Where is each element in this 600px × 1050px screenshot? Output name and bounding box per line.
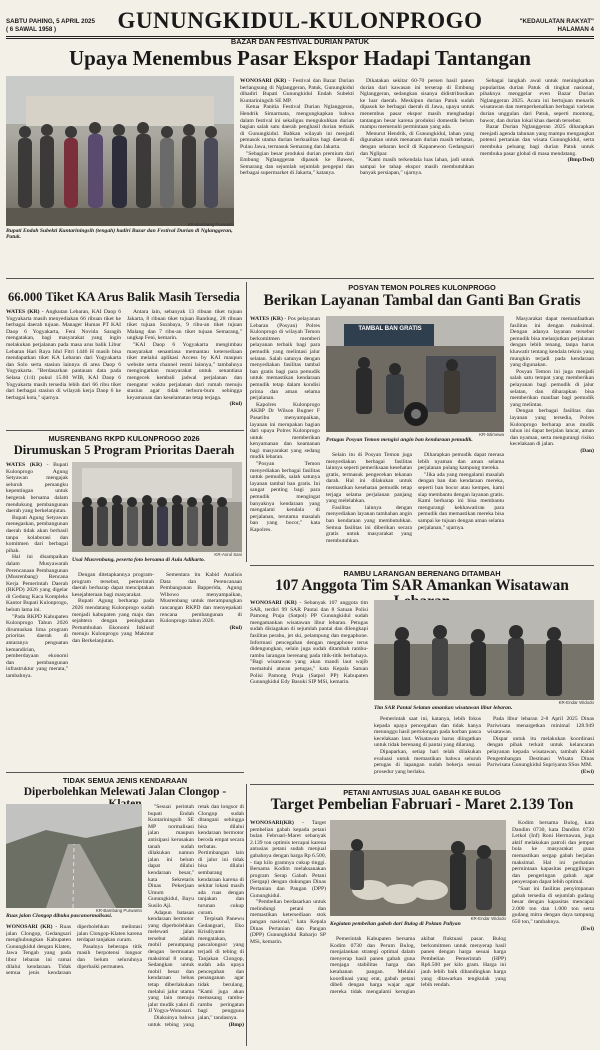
body-paragraph: "Posyan Temon menyediakan berbagai fasilitas untuk pemudik, salah satunya layanan tambal ban gratis. Ini sangat penting bagi para pemudik mengingat banyaknya kendaraan yang mengalami kendala di perjalanan, terutama masalah ban yang bocor," kata Kapolres. xyxy=(250,461,320,533)
musrenbang-body-col2 xyxy=(72,572,242,768)
musrenbang-headline: Dirumuskan 5 Program Prioritas Daerah xyxy=(13,443,235,457)
tambal-dateline: WATES (KR) xyxy=(250,316,283,322)
body-paragraph: Bazar Durian Nglanggeran 2025 diharapkan menjadi agenda tahunan yang mampu mengangkat potensi pertanian dan wisata Gunungkidul, serta membuka peluang bagi durian Patuk untuk membuka pasar global di masa mendatang. xyxy=(480,124,594,157)
tambal-signoff: (Dan) xyxy=(580,447,594,454)
tambal-body-col3 xyxy=(510,316,594,562)
body-paragraph: Dengan berbagai fasilitas dan layanan yang tersedia, Polres Kulonprogo berharap arus mudik tahun ini dapat berjalan lancar, aman dan nyaman, serta mengurangi risiko kecelakaan di jalan. xyxy=(510,408,594,448)
musrenbang-photo xyxy=(72,462,242,552)
body-paragraph: Posyan Temon ini juga menjadi salah satu tempat yang memberikan pelayanan bagi pemudik di jalur selatan, dan diharapkan bisa memberikan manfaat bagi pemudik yang melintas. xyxy=(510,368,594,408)
divider xyxy=(250,565,594,566)
column-rule xyxy=(246,784,247,1046)
clongop-kicker: TIDAK SEMUA JENIS KENDARAAN xyxy=(62,776,188,785)
body-paragraph: Dikatakan sekitar 60-70 persen hasil panen durian dari kawasan ini terserap di Embung Nglanggeran, sedangkan sisanya didistribusikan ke luar daerah. Meskipun durian Patuk sudah dipasok ke berbagai daerah di Jawa, upaya untuk menembus pasar ekspor masih menghadapi tantangan besar karena produksi domestik belum mampu memenuhi permintaan yang ada. xyxy=(360,78,474,131)
gabah-photo xyxy=(330,820,506,916)
sar-dateline: WONOSARI (KR) xyxy=(250,600,297,606)
tambal-kicker: POSYAN TEMON POLRES KULONPROGO xyxy=(348,283,496,292)
body-paragraph: Selain itu di Posyan Temon juga menyediakan berbagai fasilitas lainnya seperti pemeriksaan kesehatan gratis, termasuk pengecekan tekanan darah. Hal ini dilakukan untuk memastikan kesehatan pemudik tetap terjaga selama perjalanan panjang yang melelahkan. xyxy=(326,452,412,505)
divider xyxy=(6,278,594,279)
body-paragraph: "Kami masih terkendala luas lahan, jadi untuk sampai ke tahap ekspor masih membutuhkan banyak persiapan," ujarnya. xyxy=(360,157,474,177)
body-paragraph: Antara lain, sebanyak 13 ribuan tiket tujuan Jakarta, 8 ribuan tiket tujuan Bandung, 28 ribuan tiket tujuan Surabaya, 9 ribu-an tiket tujuan Malang dan 7 ribu-an tiket tujuan Semarang," ungkap Feni, kemarin. xyxy=(127,309,242,342)
body-paragraph: Pemerintah Kabupaten bersama Kodim 0730 dan Perum Bulog, menjalankan strategi optimal dalam menyerap hasil panen gabah guna menjaga stabilitas harga dan ketahanan pangan. Melalui koordinasi yang erat, gabah petani dibeli dengan harga wajar agar mereka tidak mengalami kerugian akibat fluktuasi pasar. Bulog berkomitmen untuk menyerap hasil panen dengan harga sesuai harga Pembelian Pemerintah (HPP) Rp6.500 per kilo gram. Harga ini jauh lebih baik dibandingkan harga yang ditawarkan tengkulak yang lebih rendah. xyxy=(330,936,506,995)
clongop-signoff: (Bmp) xyxy=(228,1021,244,1028)
section-title: GUNUNGKIDUL-KULONPROGO xyxy=(117,8,483,33)
body-paragraph: Sebagai langkah awal untuk meningkatkan popularitas durian Patuk di tingkat nasional, pihaknya menggelar even Bazar Durian Nglanggeran 2025. Acara ini bertujuan menarik wisatawan dan memperkenalkan berbagai varietas durian unggulan dari Patuk, seperti montong, bawor, dan durian lokal khas daerah tersebut. xyxy=(480,78,594,124)
musrenbang-dateline: WATES (KR) xyxy=(6,462,42,468)
divider xyxy=(250,784,594,785)
paper-name: "KEDAULATAN RAKYAT" xyxy=(519,18,594,25)
body-paragraph: Pada libur lebaran 2-8 April 2025 Dinas Pariwisata menargetkan minimal 128.949 wisatawan. xyxy=(487,716,594,736)
tambal-body-col1 xyxy=(250,316,320,562)
body-paragraph: Kapolres Kulonprogo AKBP Dr Wilson Bugner F Pasaribu menyampaikan, layanan ini merupakan bagian dari upaya Polres Kulonprogo untuk memberikan kenyamanan dan keamanan bagi masyarakat yang sedang mudik lebaran. xyxy=(250,401,320,461)
gabah-body-col1 xyxy=(250,820,326,1046)
tambal-lead-paragraph: WATES (KR) - Pos pelayanan Lebaran (Posyan) Polres Kulonprogo di wilayah Temon berkomitmen memberi pelayanan terbaik bagi para pemudik yang melintasi jalur selatan. Salah satunya dengan menyediakan fasilitas tambal ban gratis bagi para pemudik untuk memastikan kendaraan pemudik tetap dalam kondisi prima dan aman selama perjalanan. xyxy=(250,316,320,402)
sar-body-col1 xyxy=(250,600,368,780)
masthead-page-block xyxy=(484,18,594,34)
body-paragraph: Pasalnya beberapa titik masih berpotensi longsor dan belum seluruhnya diperbaiki permanen. xyxy=(77,943,142,970)
tiket-dateline: WATES (KR) xyxy=(6,309,40,315)
body-paragraph: "Jika ada yang mengalami masalah dengan ban dan kendaraan mereka, seperti ban bocor atau kempes, kami siap membantu dengan layanan gratis. Kami berharap ini bisa membantu mengurangi kekhawatiran para pemudik dan memastikan mereka bisa sampai ke tujuan dengan aman selama perjalanan," ujarnya. xyxy=(418,471,504,531)
body-paragraph: Hal ini disampaikan dalam Musyawarah Perencanaan Pembangunan (Musrenbang) Rencana Kerja Pemerintah Daerah (RKPD) 2026 yang digelar di Gedung Kaca Kompleks Kantor Bupati Kulonprogo, belum lama ini. xyxy=(6,554,68,614)
gabah-kicker: PETANI ANTUSIAS JUAL GABAH KE BULOG xyxy=(343,788,501,797)
clongop-lead-paragraph: WONOSARI (KR) - Ruas jalan Clongop, Gedangsari menghubungkan Kabupaten Gunungkidul dengan Klaten, Jawa Tengah yang pada libur lebaran ini ramai dilalui kendaraan. Tidak semua jenis kendaraan diperbolehkan melintasi jalan Clongop-Klaten karena terdapat tanjakan curam. xyxy=(6,924,142,977)
gabah-photo-graphic xyxy=(330,820,506,916)
sar-headline: 107 Anggota Tim SAR Amankan Wisatawan xyxy=(275,577,569,594)
musrenbang-kicker: MUSRENBANG RKPD KULONPROGO 2026 xyxy=(48,434,200,443)
musrenbang-photo-credit: KR-Asrul Sani xyxy=(214,552,242,557)
body-paragraph: Adapun batasan kendaraan bermotor yang diperbolehkan melewati jalan tersebut adalah mobil penumpang dengan bermuatan maksimal 8 orang. Sedangkan untuk mobil besar dan kendaraan bebas tetap diberlakukan melalui jalur utama yang lain menuju jalur mudik yakni di JJ Yogya-Wonosari. xyxy=(148,909,194,1015)
body-paragraph: "Sebagian besar produksi durian premium dari Embung Nglanggeran dipasok ke Bawen, Semarang dan sejumlah sejumlah pengepul dan berbagai supermarket di Jakarta," katanya. xyxy=(240,150,354,177)
body-paragraph: Bupati Agung berharap pada 2026 mendatang Kulonprogo sudah menjadi kabupaten yang maju dan sejahtera dengan peningkatan Pertumbuhan Ekonomi Inklusif menuju Kulonprogo yang Makmur dan Berkelanjutan. xyxy=(72,598,154,644)
musrenbang-lead-paragraph: WATES (KR) - Bupati Kulonprogo Agung Setyawan mengajak seluruh pemangku kepentingan untuk bergerak bersama dalam mendukung pembangunan daerah yang berkelanjutan. xyxy=(6,462,68,515)
body-paragraph: Bupati Agung Setyawan menegaskan, pembangunan daerah tidak akan berhasil tanpa kolaborasi dan komitmen dari berbagai pihak. xyxy=(6,514,68,554)
durian-kicker: BAZAR DAN FESTIVAL DURIAN PATUK xyxy=(230,37,370,46)
clongop-photo-credit: KR-Bambang Purwanto xyxy=(95,908,142,913)
body-paragraph: Terpisah Panewu Gedangsari, Eko Krisdiyanto mengatakan, pascalongsor yang terjadi di tebing di Tanjakan Clongop, sudah ada upaya pencegahan dan penanganan agar tidak berulang. "Kami juga akan memasang rambu-rambu peringatan bagi pengguna jalan," tandasnya. xyxy=(198,916,244,1021)
sar-lead-paragraph: WONOSARI (KR) - Sebanyak 107 anggota tim SAR, terdiri 99 SAR Pantai dan 8 Satuan Polisi Pamong Praja (Satpol) PP Gunungkidul sudah mengamankan wisatawan libur lebaran. Petugas sudah disiagakan di sejumlah pantai dan dilengkapi fasilitas perahu, jet ski, pelampung dan megaphone. Informasi pencegahan dengan megaphone terus didengungkan, selain juga sudah ditambah rambu-rambu larangan berenang pada titik-titik berbahaya. "Bagi wisatawan yang akan mandi laut wajib mematuhi aturan petugas," kata Kepala Satuan Polisi Pamong Praja (Satpol PP) Kabupaten Gunungkidul Edy Basuki SIP MSi, kemarin. xyxy=(250,600,368,686)
durian-lead-paragraph: WONOSARI (KR) - Festival dan Bazar Durian berlangsung di Nglanggeran, Patuk, Gunungkidul dihadiri Bupati Gunungkidul Endah Subekti Kuntariningsih SE MP. xyxy=(240,78,354,104)
masthead-date-block xyxy=(6,18,116,34)
tiket-headline: 66.000 Tiket KA Arus Balik Masih Tersedia xyxy=(8,290,240,304)
body-paragraph: "Saat ini fasilitas penyimpanan gabah tersedia di sejumlah gudang besar dengan kapasitas mencapai 2.000 ton dan 1.000 ton serta gudang mitra dengan daya tampung 650 ton," tambahnya. xyxy=(512,885,594,925)
clongop-headline: Diperbolehkan Melewati Jalan Clongop - xyxy=(23,786,227,798)
clongop-photo-graphic xyxy=(6,804,142,908)
masthead xyxy=(6,0,594,39)
tambal-photo-graphic xyxy=(326,316,504,432)
body-paragraph: "KAI Daop 6 Yogyakarta mengimbau masyarakat senantiasa memantau ketersediaan tiket melalui aplikasi Access by KAI maupun website serta channel resmi lainnya," tambahnya mengingatkan masyarakat untuk senantiasa mengecek kembali jadwal perjalanan dan mengatur waktu perjalanan dari rumah menuju stasiun agar tidak terburu-buru sehingga keyamanan dan keselamatan tetap terjaga. xyxy=(127,341,242,401)
durian-signoff: (Bmp/Ded) xyxy=(567,157,594,164)
tiket-body xyxy=(6,309,242,427)
musrenbang-signoff: (Rul) xyxy=(229,624,242,631)
body-paragraph: Dispar untuk itu melakukan koordinasi dengan pihak terkait untuk kelancaran pelayanan kepada wisatawan, tambah Kabid Pengembangan Destinasi Wisata Dinas Pariwisata Gunungkidul Supriyanta SSos MM. xyxy=(487,735,594,769)
body-paragraph: Fasilitas lainnya dengan menyediakan layanan tambahan angin ban kendaraan yang membutuhkan. Semua fasilitas ini diberikan secara gratis untuk masyarakat yang membutuhkan. xyxy=(326,504,412,544)
gabah-caption: Kegiatan pembelian gabah dari Bulog di Poktan Paliyan xyxy=(330,921,461,927)
tambal-caption: Petugas Posyan Temon mengisi angin ban kendaraan pemudik. xyxy=(326,437,473,443)
body-paragraph: Diakuinya bahwa untuk tebing yang retak dan longsor di Clongop sudah ditangani sehingga bisa dilalui kendaraan bermotor beroda empat secara terbatas. Pertimbangan lain di jalur ini tidak bisa dilalui sembarang kendaraan karena di sekitar lokasi masih ada ruas dengan tanjakan dan turunan cukup curam. xyxy=(148,804,244,1028)
tambal-headline: Berikan Layanan Tambal dan Ganti Ban Gratis xyxy=(263,292,581,309)
gabah-body-col3 xyxy=(512,820,594,1046)
body-paragraph: Dengan ditetapkannya program-program tersebut, pemerintah daerah berharap dapat menciptakan kesejahteraan bagi masyarakat. xyxy=(72,572,154,598)
body-paragraph: "Sesuai perintah bupati Endah Kuntariningsih SE MP normalisasi jalan maupun antisipasi kerusakan tanah sudah dilakukan namun jalan ini belum dapat dilalui kendaraan besar," kata Sekretaris Dinas Pekerjaan Umum Gunungkidul, Bayu Susilo Aji. xyxy=(148,804,194,909)
tambal-photo xyxy=(326,316,504,432)
clongop-dateline: WONOSARI (KR) xyxy=(6,924,53,930)
divider xyxy=(6,772,244,773)
durian-body xyxy=(240,78,594,274)
sar-caption: Tim SAR Pantai Selatan amankan wisatawan libur lebaran. xyxy=(374,705,513,711)
musrenbang-caption: Usai Musrenbang, peserta foto bersama di Aula Adikarto. xyxy=(72,557,206,563)
body-paragraph: Dipaparkan, setiap hari telah dilakukan evaluasi untuk memastikan bahwa seluruh petugas di lapangan sudah bekerja sesuai prosedur yang berlaku. xyxy=(374,748,481,775)
gabah-photo-credit: KR-Endar Widodo xyxy=(470,916,506,921)
publication-date: SABTU PAHING, 5 APRIL 2025 xyxy=(6,18,95,25)
body-paragraph: Ketua Panitia Festival Durian Nglanggeran, Hendrik Simarmata, mengungkapkan bahwa dalam festival ini sekaligus mengukuhkan durian bagian salah satu daerah penghasil durian terbaik di Gunungkidul. Bahkan wilayah ini menjadi pemasok utama durian berkualitas bagi daerah di Pulau Jawa, termasuk Semarang dan Jakarta. xyxy=(240,104,354,150)
body-paragraph: Pemerintah saat ini, katanya, lebih fokus kepada upaya pencegahan dan tidak hanya menunggu hasil pertolongan pada korban pasca kecelakaan laut. Wisatawan harus diingatkan untuk tidak berenang di pantai yang dilarang. xyxy=(374,716,481,749)
tambal-photo-sign: TAMBAL BAN GRATIS xyxy=(358,326,422,332)
body-paragraph: Kodim bersama Bulog, kata Dandim 0730, kata Dandim 0730 Letkol (Inf) Roni Hermawan, juga aktif melakukan patroli dan jemput bola ke masyarakat guna memastikan sergap gabah berjalan maksimal. Hal ini perhatian permintaan kapasitas penggilingan dan pengeringan gabah agar penyerapan dapat lebih optimal. xyxy=(512,820,594,886)
sar-photo xyxy=(374,600,594,700)
body-paragraph: Masyarakat dapat memanfaatkan fasilitas ini dengan maksimal. Dengan adanya layanan tersebut pemudik bisa melanjutkan perjalanan dengan lebih tenang, tanpa harus khawatir tentang kendala teknis yang mungkin terjadi pada kendaraan yang digunakan. xyxy=(510,316,594,369)
page-number: HALAMAN 4 xyxy=(557,26,594,33)
durian-caption: Bupati Endah Subekti Kuntariningsih (tengah) hadiri Bazar dan Festival Durian di Nglanggeran, Patuk. xyxy=(6,228,233,241)
tambal-body-col2 xyxy=(326,452,504,562)
musrenbang-photo-graphic xyxy=(72,462,242,552)
divider xyxy=(6,430,244,431)
body-paragraph: "Pada RKPD Kabupaten Kulonprogo Tahun 2026 dirumuskan lima program prioritas daerah di antaranya penguatan kemandirian, pemberdayaan ekonomi dan pembangunan infrastruktur yang merata," tambahnya. xyxy=(6,613,68,679)
clongop-photo xyxy=(6,804,142,908)
sar-photo-graphic xyxy=(374,600,594,700)
gabah-body-col2 xyxy=(330,936,506,1046)
sar-photo-credit: KR-Endar Widodo xyxy=(558,700,594,705)
durian-photo-graphic xyxy=(6,76,234,226)
body-paragraph: Sementara itu Kabid Analisis Data dan Perencanaan Pembangunan Bapperida, Agung Wibowo menyampaikan, Musrenbang untuk merampungkan rancangan RKPD dan menyepakati rencana pembangunan di Kulonprogo tahun 2026. xyxy=(160,572,242,625)
clongop-body-col2 xyxy=(148,804,244,1046)
body-paragraph: "Pembelian berdasarkan untuk melindungi petani dan memastikan ketersediaan stok pangan nasional," kata Kepala Dinas Pertanian dan Pangan (DPP) Gunungkidul Raharjo SP MSi, kemarin. xyxy=(250,899,326,945)
durian-headline: Upaya Menembus Pasar Ekspor Hadapi Tantangan xyxy=(69,46,531,70)
clongop-caption: Ruas jalan Clongop dibuka pascanormalisasi. xyxy=(6,913,113,919)
tiket-lead-paragraph: WATES (KR) - Angkutan Lebaran, KAI Daop 6 Yogyakarta masih menyediakan 66 ribuan tiket ke berbagai daerah tujuan. Manager Humas PT KAI Daop 6 Yogyakarta, Feni Novida Saragih mengatakan, bagi masyarakat yang ingin melakukan perjalanan pada masa arus balik Libur Lebaran Hari Raya Idul Fitri 1446 H masih bisa mendapatkan tiket KA Lebaran dari Yogyakarta dan Solo serta stasiun lainnya di area Daop 6 Yogyakarta. "Berdasarkan pantauan data pada Selasa (1/4) pukul 15.00 WIB, KAI Daop 6 Yogyakarta masih tersedia lebih dari 66 ribu tiket dari berbagai stasiun di wilayah kerja Daop 6 ke berbagai kota," ujarnya. xyxy=(6,309,121,401)
column-rule xyxy=(246,282,247,562)
clongop-body-col1 xyxy=(6,924,142,1046)
body-paragraph: Diharapkan pemudik dapat merasa lebih nyaman dan aman selama perjalanan pulang kampung mereka. xyxy=(418,452,504,472)
sar-kicker: RAMBU LARANGAN BERENANG DITAMBAH xyxy=(343,569,501,578)
gabah-signoff: (Ewi) xyxy=(580,925,594,932)
gabah-dateline: WONOSARI(KR) xyxy=(250,820,294,826)
durian-photo-credit: KR-Bambang Purwanto xyxy=(187,222,234,227)
gabah-headline: Target Pembelian Fabruari - Maret 2.139 Ton xyxy=(270,796,574,813)
hijri-date: ( 6 SAWAL 1958 ) xyxy=(6,26,57,33)
body-paragraph: Menurut Hendrik, di Gunungkidul, lahan yang digunakan untuk menanam durian masih terbatas, dengan sebaran kecil di Kapanewon Gedangsari dan Nglipar. xyxy=(360,130,474,157)
gabah-lead-paragraph: WONOSARI(KR) - Target pembelian gabah kepada petani bulan Februari-Maret sebanyak 2.139 ton optimis tercapai karena antusias petani sudah menjual gabahnya dengan harga Rp 6.500, - tiap kilo gramnya cukup tinggi. Bersama Kodim melaksanakan program Serap Gabah Petani (Sergap) dengan dukungan Dinas Pertanian dan Pangan (DPP) Gunungkidul. xyxy=(250,820,326,899)
sar-signoff: (Ewi) xyxy=(580,768,594,775)
tambal-photo-credit: KR-Istimewa xyxy=(479,432,504,437)
durian-dateline: WONOSARI (KR) xyxy=(240,78,287,84)
musrenbang-body-col1 xyxy=(6,462,68,768)
durian-photo xyxy=(6,76,234,226)
tiket-signoff: (Rul) xyxy=(229,401,242,408)
sar-body-col2 xyxy=(374,716,594,780)
